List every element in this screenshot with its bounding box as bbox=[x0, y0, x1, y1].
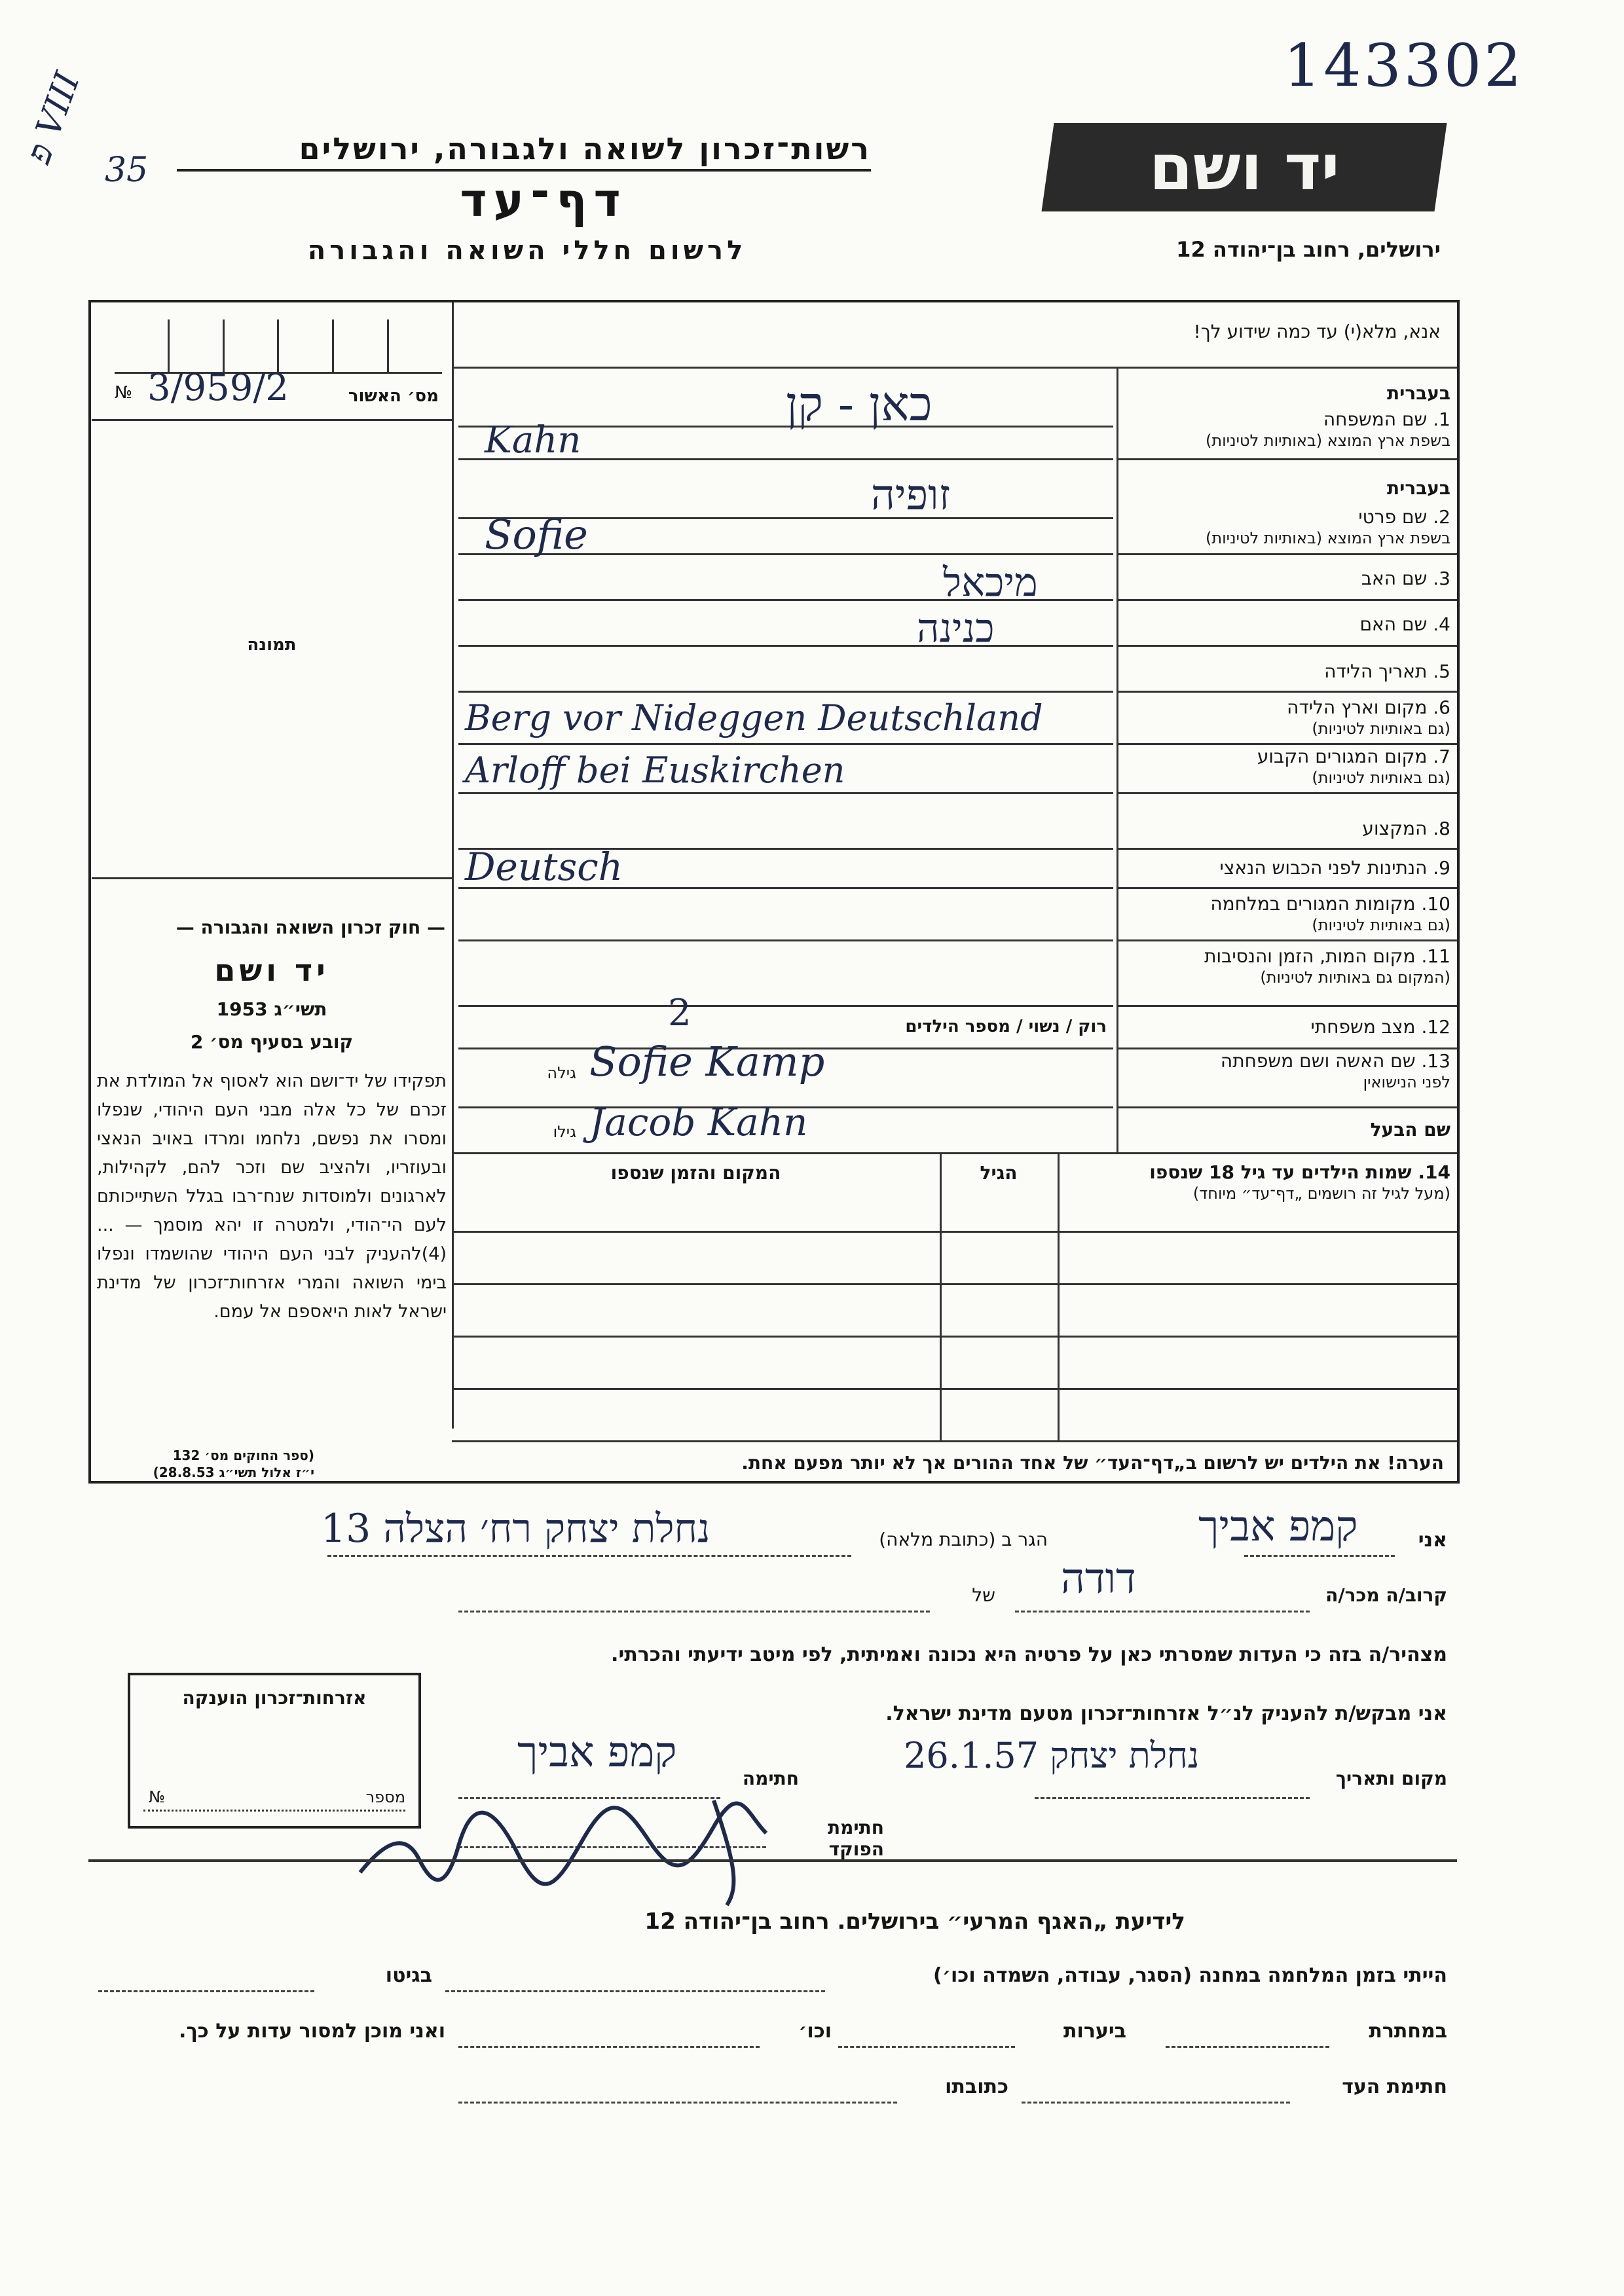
field-wife-name bbox=[1123, 1051, 1450, 1093]
first-name-hebrew: זופיה bbox=[871, 471, 951, 520]
approval-box bbox=[115, 319, 442, 374]
approval-number: 3/959/2 bbox=[147, 367, 289, 409]
photo-area bbox=[92, 419, 452, 877]
husband-name-value: Jacob Kahn bbox=[589, 1100, 808, 1144]
children-count-value: 2 bbox=[668, 992, 692, 1034]
place-date-label: מקום ותאריך bbox=[1335, 1768, 1447, 1789]
field-profession: 8. המקצוע bbox=[1362, 818, 1450, 839]
residence-value: Arloff bei Euskirchen bbox=[465, 750, 845, 791]
footer-underground: במחתרת bbox=[1369, 2020, 1447, 2043]
children-label bbox=[1061, 1162, 1450, 1204]
law-title: — חוק זכרון השואה והגבורה — bbox=[175, 917, 445, 938]
law-reference-line: (ספר החוקים מס׳ 132 bbox=[172, 1448, 314, 1463]
field-sub: לפני הנישואין bbox=[1363, 1073, 1450, 1091]
footer-testimony: ואני מוכן למסור עדות על כך. bbox=[179, 2020, 445, 2043]
field-sub: (מעל לגיל זה רושמים „דף־עד״ מיוחד) bbox=[1192, 1184, 1450, 1203]
field-sub: (גם באותיות לטיניות) bbox=[1312, 720, 1450, 738]
husband-age-label: גילו bbox=[553, 1123, 576, 1141]
field-death-place bbox=[1123, 946, 1450, 988]
yad-vashem-address: ירושלים, רחוב בן־יהודה 12 bbox=[1176, 237, 1441, 262]
declaration-statement: מצהיר/ה בזה כי העדות שמסרתי כאן על פרטיה היא נכונה ואמיתית, לפי מיטב ידיעתי והכרתי. bbox=[611, 1643, 1447, 1666]
margin-note: פ VIII bbox=[18, 67, 88, 169]
field-marital-status: 12. מצב משפחתי bbox=[1310, 1016, 1450, 1038]
declaration-ani: אני bbox=[1418, 1529, 1447, 1552]
marital-status-options: רוק / נשוי / מספר הילדים bbox=[905, 1017, 1107, 1036]
citizenship-number-sign: № bbox=[149, 1788, 165, 1806]
field-label: 11. מקום המות, הזמן והנסיבות bbox=[1204, 945, 1450, 967]
field-label: 2. שם פרטי bbox=[1358, 506, 1450, 528]
field-birth-date: 5. תאריך הלידה bbox=[1324, 661, 1450, 682]
field-sub: (גם באותיות לטיניות) bbox=[1312, 769, 1450, 787]
field-sub: (המקום גם באותיות לטיניות) bbox=[1260, 968, 1450, 987]
field-label: 7. מקום המגורים הקבוע bbox=[1257, 746, 1450, 767]
field-family-name bbox=[1123, 383, 1450, 451]
field-sub: בשפת ארץ המוצא (באותיות לטיניות) bbox=[1206, 431, 1450, 450]
field-nationality: 9. הנתינות לפני הכבוש הנאצי bbox=[1219, 857, 1450, 879]
wife-name-value: Sofie Kamp bbox=[589, 1038, 825, 1085]
declarant-name: קמפ אביך bbox=[1198, 1503, 1358, 1551]
note-text: הערה! את הילדים יש לרשום ב„דף־העד״ של אחד ההורים אך לא יותר מפעם אחת. bbox=[741, 1452, 1444, 1474]
yad-vashem-logo bbox=[1042, 123, 1447, 211]
officer-signature bbox=[347, 1761, 792, 1912]
field-birth-place bbox=[1123, 697, 1450, 739]
nationality-value: Deutsch bbox=[465, 845, 623, 889]
of-label: של bbox=[972, 1584, 995, 1606]
footer-ghetto: בגיטו bbox=[385, 1964, 432, 1987]
father-name-value: מיכאל bbox=[943, 560, 1038, 606]
field-first-name bbox=[1123, 478, 1450, 549]
archive-number: 143302 bbox=[1283, 31, 1524, 100]
relative-label: קרוב/ה מכר/ה bbox=[1325, 1584, 1447, 1606]
footer-etc: וכו׳ bbox=[798, 2020, 832, 2043]
law-reference-date: י״ז אלול תשי״ג 28.8.53) bbox=[153, 1465, 314, 1480]
approval-number-sign: № bbox=[115, 383, 133, 403]
officer-signature-label: חתימת הפוקד bbox=[828, 1817, 884, 1860]
field-label: 6. מקום וארץ הלידה bbox=[1287, 697, 1450, 718]
law-year: תשי״ג 1953 bbox=[216, 998, 327, 1020]
citizenship-number-label: מספר bbox=[365, 1788, 405, 1806]
birth-place-value: Berg vor Nideggen Deutschland bbox=[465, 697, 1043, 738]
family-name-hebrew: כאן - קן bbox=[786, 376, 932, 431]
field-wartime-residence bbox=[1123, 894, 1450, 936]
field-label: 1. שם המשפחה bbox=[1323, 409, 1450, 430]
law-clause: קובע בסעיף מס׳ 2 bbox=[190, 1031, 354, 1053]
citizenship-title: אזרחות־זכרון הוענקה bbox=[182, 1687, 367, 1709]
children-col-age: הגיל bbox=[980, 1162, 1018, 1184]
first-name-latin: Sofie bbox=[485, 511, 588, 558]
mother-name-value: כנינה bbox=[917, 606, 995, 651]
declarant-signature: קמפ אביך bbox=[517, 1728, 677, 1777]
hebrew-tag: בעברית bbox=[1386, 477, 1450, 499]
footer-forests: ביערות bbox=[1063, 2020, 1126, 2043]
form-subtitle: לרשום חללי השואה והגבורה bbox=[307, 236, 747, 266]
footer-address: כתובתו bbox=[945, 2075, 1008, 2098]
place-date-value: נחלת יצחק 26.1.57 bbox=[904, 1735, 1200, 1776]
field-father-name: 3. שם האב bbox=[1361, 568, 1450, 589]
law-reference bbox=[98, 1447, 314, 1481]
footer-camp-line: הייתי בזמן המלחמה במחנה (הסגר, עבודה, השמדה וכו׳) bbox=[933, 1964, 1447, 1987]
field-sub: (גם באותיות לטיניות) bbox=[1312, 916, 1450, 934]
photo-label: תמונה bbox=[247, 635, 297, 655]
lives-at-label: הגר ב (כתובת מלאה) bbox=[879, 1529, 1048, 1550]
law-text: תפקידו של יד־ושם הוא לאסוף אל המולדת את זכרם של כל אלה מבני העם היהודי, שנפלו ומסרו את נפשם, נלחמו ומרדו באויב הנאצי ובעוזריו, ולהציב שם וזכר להם, לקהילות, לארגונים ולמוסדות שנח־רבו בגלל השתייכותם לעם הי־הודי, ולמטרה זו יהא מוסמך — ...(4)להעניק לבני העם היהודי שהושמדו ונפלו בימי השואה והמרי אזרחות־זכרון של מדינת ישראל לאות היאספם אל עמם. bbox=[97, 1071, 447, 1322]
approval-label: מס׳ האשור bbox=[348, 386, 439, 406]
authority-name: רשות־זכרון לשואה ולגבורה, ירושלים bbox=[177, 131, 871, 172]
field-label: 14. שמות הילדים עד גיל 18 שנספו bbox=[1149, 1161, 1450, 1183]
relation-value: דודה bbox=[1061, 1555, 1136, 1603]
declaration-request: אני מבקש/ת להעניק לנ״ל אזרחות־זכרון מטעם מדינת ישראל. bbox=[885, 1702, 1447, 1725]
intro-text: אנא, מלא(י) עד כמה שידוע לך! bbox=[1193, 321, 1441, 342]
field-sub: בשפת ארץ המוצא (באותיות לטיניות) bbox=[1206, 529, 1450, 547]
law-name: יד ושם bbox=[214, 953, 329, 988]
footer-title: לידיעת „האגף המרעי״ בירושלים. רחוב בן־יהודה 12 bbox=[644, 1908, 1185, 1935]
hebrew-tag: בעברית bbox=[1386, 382, 1450, 404]
field-residence bbox=[1123, 746, 1450, 788]
field-husband-name: שם הבעל bbox=[1370, 1119, 1450, 1140]
field-label: 13. שם האשה ושם משפחתה bbox=[1220, 1050, 1450, 1072]
footer-witness-signature: חתימת העד bbox=[1342, 2075, 1447, 2098]
field-label: 10. מקומות המגורים במלחמה bbox=[1210, 893, 1450, 915]
signature-label: חתימה bbox=[742, 1768, 799, 1789]
form-title: דף־עד bbox=[460, 173, 627, 227]
field-mother-name: 4. שם האם bbox=[1359, 613, 1450, 635]
family-name-latin: Kahn bbox=[485, 419, 581, 462]
declarant-address: נחלת יצחק רח׳ הצלה 13 bbox=[321, 1506, 710, 1552]
logo-text: יד ושם bbox=[1149, 130, 1340, 204]
margin-note-number: 35 bbox=[105, 151, 149, 190]
wife-age-label: גילה bbox=[547, 1064, 576, 1082]
children-col-place: המקום והזמן שנספו bbox=[610, 1162, 781, 1184]
